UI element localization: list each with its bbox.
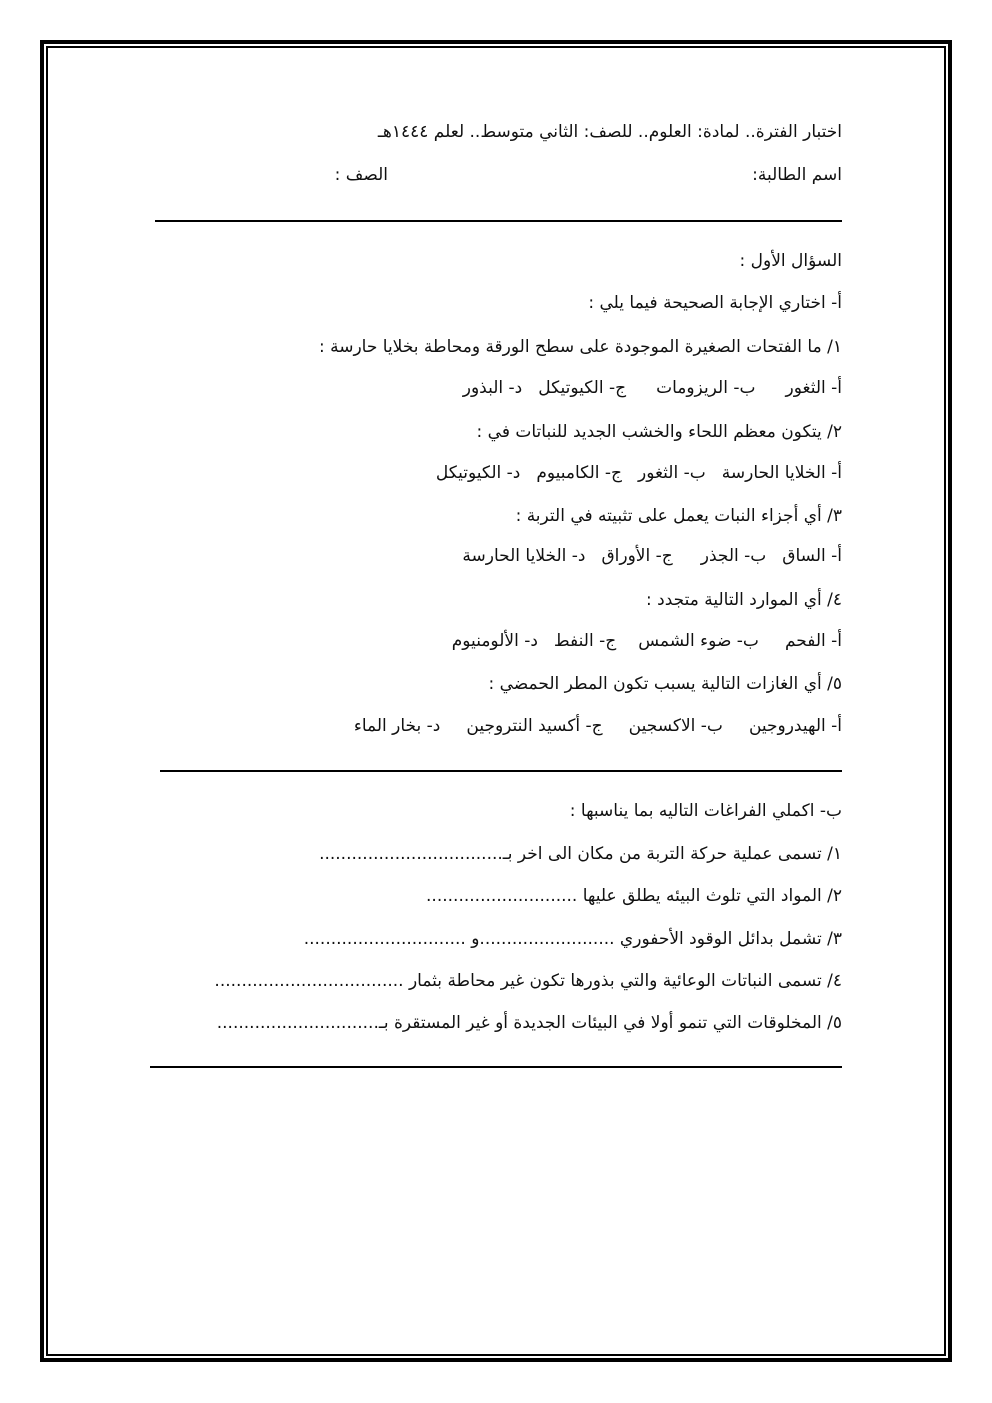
question-one-title: السؤال الأول : [739,251,842,271]
question-4-options [452,630,842,652]
option-a: أ- الفحم [784,631,842,651]
question-5-text: ٥/ أي الغازات التالية يسبب تكون المطر الحمضي : [488,674,842,694]
fill-blank-3: ٣/ تشمل بدائل الوقود الأحفوري .........................و .............................. [303,929,842,949]
option-a: أ- الساق [782,546,842,566]
question-5-options [354,715,842,737]
question-1-options [463,377,842,399]
option-b: ب- الاكسجين [628,716,723,736]
option-c: ج- الأوراق [601,546,673,566]
class-label: الصف : [334,165,388,185]
exam-title: اختبار الفترة.. لمادة: العلوم.. للصف: الثاني متوسط.. لعلم ١٤٤٤هـ [377,122,842,142]
option-d: د- الكيوتيكل [435,463,521,483]
divider [155,220,842,222]
option-b: ب- الريزومات [656,378,756,398]
part-b-title: ب- اكملي الفراغات التاليه بما يناسبها : [569,801,842,821]
option-d: د- بخار الماء [353,716,441,736]
option-d: د- البذور [462,378,523,398]
fill-blank-5: ٥/ المخلوقات التي تنمو أولا في البيئات الجديدة أو غير المستقرة بـ.............................. [216,1013,842,1033]
option-d: د- الألومنيوم [451,631,538,651]
option-a: أ- الثغور [785,378,842,398]
option-c: ج- أكسيد النتروجين [466,716,603,736]
option-a: أ- الخلايا الحارسة [721,463,842,483]
fill-blank-4: ٤/ تسمى النباتات الوعائية والتي بذورها تكون غير محاطة بثمار ................................... [214,971,842,991]
student-name-label: اسم الطالبة: [752,165,842,185]
question-4-text: ٤/ أي الموارد التالية متجدد : [646,590,842,610]
question-3-text: ٣/ أي أجزاء النبات يعمل على تثبيته في التربة : [515,506,842,526]
question-3-options [462,545,842,567]
question-2-options [436,462,842,484]
option-c: ج- النفط [553,631,617,651]
page-border-inner [46,46,946,1356]
option-d: د- الخلايا الحارسة [462,546,586,566]
fill-blank-2: ٢/ المواد التي تلوث البيئه يطلق عليها ............................ [426,886,842,906]
option-c: ج- الكامبيوم [536,463,622,483]
question-1-text: ١/ ما الفتحات الصغيرة الموجودة على سطح الورقة ومحاطة بخلايا حارسة : [318,337,842,357]
part-a-title: أ- اختاري الإجابة الصحيحة فيما يلي : [588,293,842,313]
option-a: أ- الهيدروجين [748,716,842,736]
option-b: ب- ضوء الشمس [638,631,759,651]
divider [160,770,842,772]
option-c: ج- الكيوتيكل [538,378,627,398]
option-b: ب- الثغور [637,463,706,483]
question-2-text: ٢/ يتكون معظم اللحاء والخشب الجديد للنباتات في : [476,422,842,442]
divider [150,1066,842,1068]
fill-blank-1: ١/ تسمى عملية حركة التربة من مكان الى اخر بـ.................................. [319,844,842,864]
option-b: ب- الجذر [700,546,767,566]
